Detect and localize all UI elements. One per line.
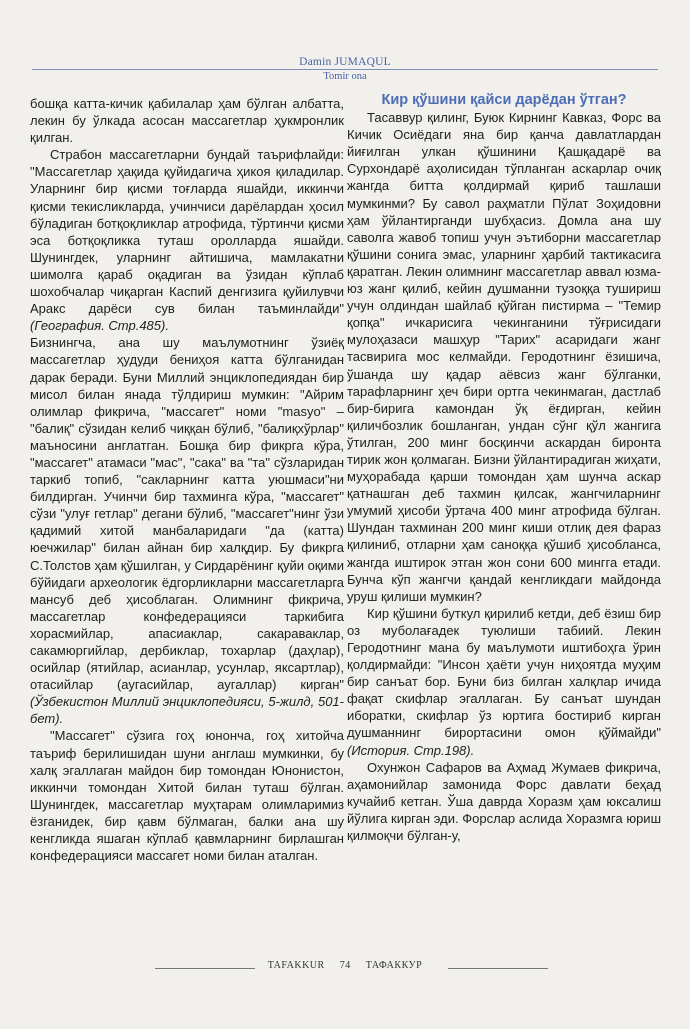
paragraph: Охунжон Сафаров ва Аҳмад Жумаев фикрича, аҳамонийлар замонида Форс давлати беҳад кучайиб кетган. Ўша даврда Хоразм ҳам юксалиш йўлига кирган эди. Форслар аслида Хоразмга юриш қилмоқчи бўлган-у, xyxy=(347,759,661,844)
header-subtitle: Tomir ona xyxy=(323,71,367,82)
citation: (География. Стр.485). xyxy=(30,318,169,334)
footer-text xyxy=(0,960,690,971)
paragraph: бошқа катта-кичик қабилалар ҳам бўлган албатта, лекин бу ўлкада асосан массагетлар ҳукмронлик қилган. xyxy=(30,96,344,146)
paragraph: "Массагет" сўзига гоҳ юнонча, гоҳ хитойча таъриф берилишидан шуни англаш мумкинки, бу халқ эгаллаган майдон бир томондан Юнонистон, иккинчи томондан Хитой билан туташ бўлган. Шунингдек, массагетлар муҳтарам олимларимиз ёзганидек, бир қавм бўлмаган, балки ана шу кенгликда яшаган кўплаб қавмларнинг бирлашган конфедерацияси массагет номи билан аталган. xyxy=(30,728,344,864)
paragraph-text: Бизнингча, ана шу маълумотнинг ўзиёқ массагетлар ҳудуди бениҳоя катта бўлганидан дарак беради. Буни Миллий энциклопедиядан бир мисол билан янада тўлдириш мумкин: "Айрим олимлар фикрича, "массагет" номи "masyo" – "балиқ" сўзидан келиб чиққан бўлиб, "балиқхўрлар" маъносини англатган. Бошқа бир фикрга кўра, "массагет" атамаси "мас", "сака" ва "та" сўзларидан таркиб топиб, "сакларнинг катта уюшмаси"ни билдирган. Учинчи бир тахминга кўра, "массагет" сўзи "улуғ гетлар" дегани бўлиб, "массагет"нинг ўзи қадимий хитой манбаларидаги "да (катта) юечжилар" билан айнан бир халқдир. Бу фикрга С.Толстов ҳам қўшилган, у Сирдарёнинг қуйи оқими бўйидаги археологик ёдгорликларни массагетларга мансуб деб ҳисоблаган. Олимнинг фикрича, массагетлар конфедерацияси таркибига хорасмийлар, апасиаклар, сакараваклар, сакамюргийлар, дербиклар, тохарлар (даҳлар), осийлар (ятийлар, асианлар, усунлар, яксартлар), отасийлар (аугасийлар, аугаллар) кирган" xyxy=(30,335,344,693)
paragraph: Тасаввур қилинг, Буюк Кирнинг Кавказ, Форс ва Кичик Осиёдаги яна бир қанча давлатлардан йиғилган улкан қўшинини Қашқадарё ва Сурхондарё аҳолисидан тўпланган аскарлар очиқ жангда битта қолдирмай қириб ташлаши мумкинми? Бу савол раҳматли Пўлат Зоҳидовни ҳам ўйлантирганди шубҳасиз. Домла ана шу саволга жавоб топиш учун эътиборни массагетлар қўшини сонига эмас, уларнинг ҳарбий тактикасига қаратган. Лекин олимнинг массагетлар аввал юзма-юз жанг қилиб, кейин душманни тузоққа тушириш учун олдиндан шайлаб қўйган пистирма – "Темир қопқа" ичкарисига чекинганини тўғрисидаги мулоҳазаси машҳур "Тарих" асаридаги жанг тасвирига мос келмайди. Геродотнинг ёзишича, ўшанда шу қадар аёвсиз жанг бўлганки, тарафларнинг ҳеч бири ортга чекинмаган, дастлаб бир-бирига камондан ўқ ёғдирган, кейин қиличбозлик бошланган, ундан сўнг қўл жангига ўтилган, 200 минг босқинчи аскардан биронта тирик жон қолмаган. Бизни ўйлантирадиган жиҳати, муҳорабада қарши томондан ҳам шунча аскар қатнашган деб тахмин қилсак, жангчиларнинг умумий ҳисоби ўртача 400 минг атрофида бўлган. Шундан тахминан 200 минг киши отлиқ дея фараз қилиниб, отларни ҳам саноққа қўшиб ҳисобланса, жангда иштирок этган жон сони 600 мингга етади. Бунча кўп жангчи қандай кенгликдаги майдонда уруш қилиши мумкин? xyxy=(347,110,661,604)
section-heading: Кир қўшини қайси дарёдан ўтган? xyxy=(381,92,627,108)
citation: (Ўзбекистон Миллий энциклопедияси, 5-жилд, 501-бет). xyxy=(30,694,344,727)
footer-left-label: TAFAKKUR xyxy=(267,960,325,971)
paragraph xyxy=(30,334,344,727)
page-number: 74 xyxy=(339,960,351,971)
paragraph-text: Кир қўшини буткул қирилиб кетди, деб ёзиш бир оз муболағадек туюлиши табиий. Лекин Геродотнинг мана бу маълумоти иштибоҳга ўрин қолдирмайди: "Инсон ҳаёти учун ниҳоятда муҳим бир санъат бор. Буни биз билган халқлар ичида фақат скифлар эгаллаган. Бу санъат шундан иборатки, скифлар ўз юртига бостириб кирган душманнинг бирортасини омон қўймайди" xyxy=(347,605,661,741)
left-column xyxy=(30,95,344,864)
citation: (История. Стр.198). xyxy=(347,742,475,758)
page-footer xyxy=(0,960,690,976)
right-column xyxy=(347,92,661,844)
paragraph-text: Страбон массагетларни бундай таърифлайди: "Массагетлар ҳақида қуйидагича ҳикоя қиладилар. Уларнинг бир қисми тоғларда яшайди, иккинчи қисми текисликларда, учинчиси дарёлардан ҳосил бўладиган ботқоқликлар атрофида, тўртинчи қисми эса ботқоқликка туташ оролларда яшайди. Шунингдек, уларнинг айтишича, мамлакатни шимолга қараб оқадиган ва ўзидан кўплаб шохобчалар чиқарган Каспий денгизига қуйилувчи Аракс дарёси сув билан таъминлайди" xyxy=(30,147,344,317)
header-divider xyxy=(32,69,658,70)
header-author: Damin JUMAQUL xyxy=(299,56,391,68)
footer-right-label: ТАФАККУР xyxy=(365,960,423,971)
paragraph xyxy=(347,605,661,759)
paragraph xyxy=(30,146,344,334)
